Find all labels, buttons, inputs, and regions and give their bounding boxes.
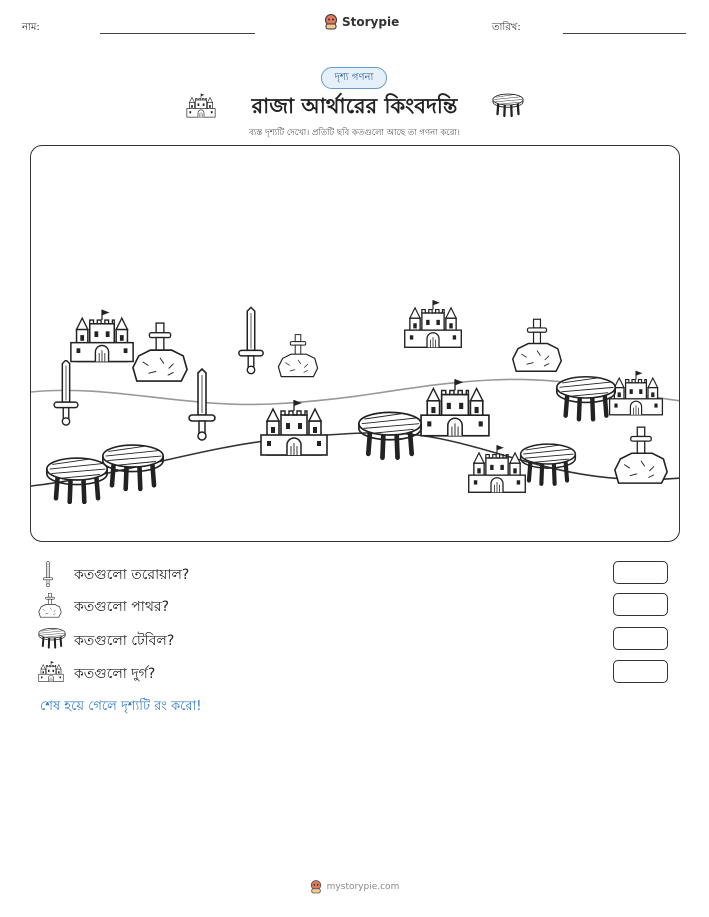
sword-in-stone-icon — [513, 319, 562, 371]
castle-icon — [261, 400, 327, 455]
brand-name: Storypie — [342, 15, 400, 29]
sword-in-stone-icon — [615, 427, 667, 483]
storypie-mascot-icon — [310, 880, 322, 894]
question-text: কতগুলো দুর্গ? — [74, 666, 156, 682]
table-icon — [492, 92, 524, 118]
scene-illustration — [31, 146, 680, 542]
answer-box-castles[interactable] — [613, 660, 668, 683]
table-icon — [103, 445, 163, 489]
question-row-swords — [38, 561, 678, 587]
table-icon — [38, 627, 66, 649]
sword-icon — [38, 561, 58, 587]
castle-icon — [469, 445, 526, 492]
sword-in-stone-icon — [278, 335, 317, 377]
footer-url[interactable]: mystorypie.com — [326, 882, 400, 892]
instruction-text: ব্যস্ত দৃশ্যটি দেখো। প্রতিটি ছবি কতগুলো আছে তা গণনা করো। — [249, 128, 460, 138]
castle-icon — [421, 379, 489, 436]
date-line[interactable] — [563, 33, 686, 34]
table-icon — [47, 458, 107, 502]
sword-icon — [239, 307, 263, 373]
question-row-tables — [38, 627, 678, 653]
finish-instruction: শেষ হয়ে গেলে দৃশ্যটি রং করো! — [40, 699, 202, 714]
storypie-mascot-icon — [324, 14, 338, 30]
answer-box-stones[interactable] — [613, 593, 668, 616]
worksheet-title: রাজা আর্থারের কিংবদন্তি — [251, 94, 458, 118]
name-line[interactable] — [100, 33, 255, 34]
question-row-stones — [38, 593, 678, 619]
name-label: নাম: — [22, 22, 40, 33]
table-icon — [521, 444, 576, 484]
sword-icon — [189, 369, 215, 440]
brand-logo — [324, 14, 399, 30]
table-icon — [557, 377, 615, 420]
sword-icon — [54, 360, 78, 425]
footer — [0, 880, 709, 894]
castle-icon — [71, 310, 133, 362]
date-label: তারিখ: — [492, 22, 521, 33]
question-row-castles — [38, 660, 678, 686]
castle-icon — [38, 660, 64, 684]
answer-box-swords[interactable] — [613, 561, 668, 584]
sword-in-stone-icon — [133, 323, 187, 381]
question-text: কতগুলো পাথর? — [74, 599, 170, 615]
counting-scene — [30, 145, 680, 542]
stone-icon — [38, 593, 62, 619]
answer-box-tables[interactable] — [613, 627, 668, 650]
question-text: কতগুলো টেবিল? — [74, 633, 175, 649]
table-icon — [359, 412, 421, 457]
question-text: কতগুলো তরোয়াল? — [74, 567, 190, 583]
castle-icon — [610, 371, 663, 415]
castle-icon — [405, 300, 462, 347]
category-badge: দৃশ্য গণনা — [321, 67, 387, 89]
